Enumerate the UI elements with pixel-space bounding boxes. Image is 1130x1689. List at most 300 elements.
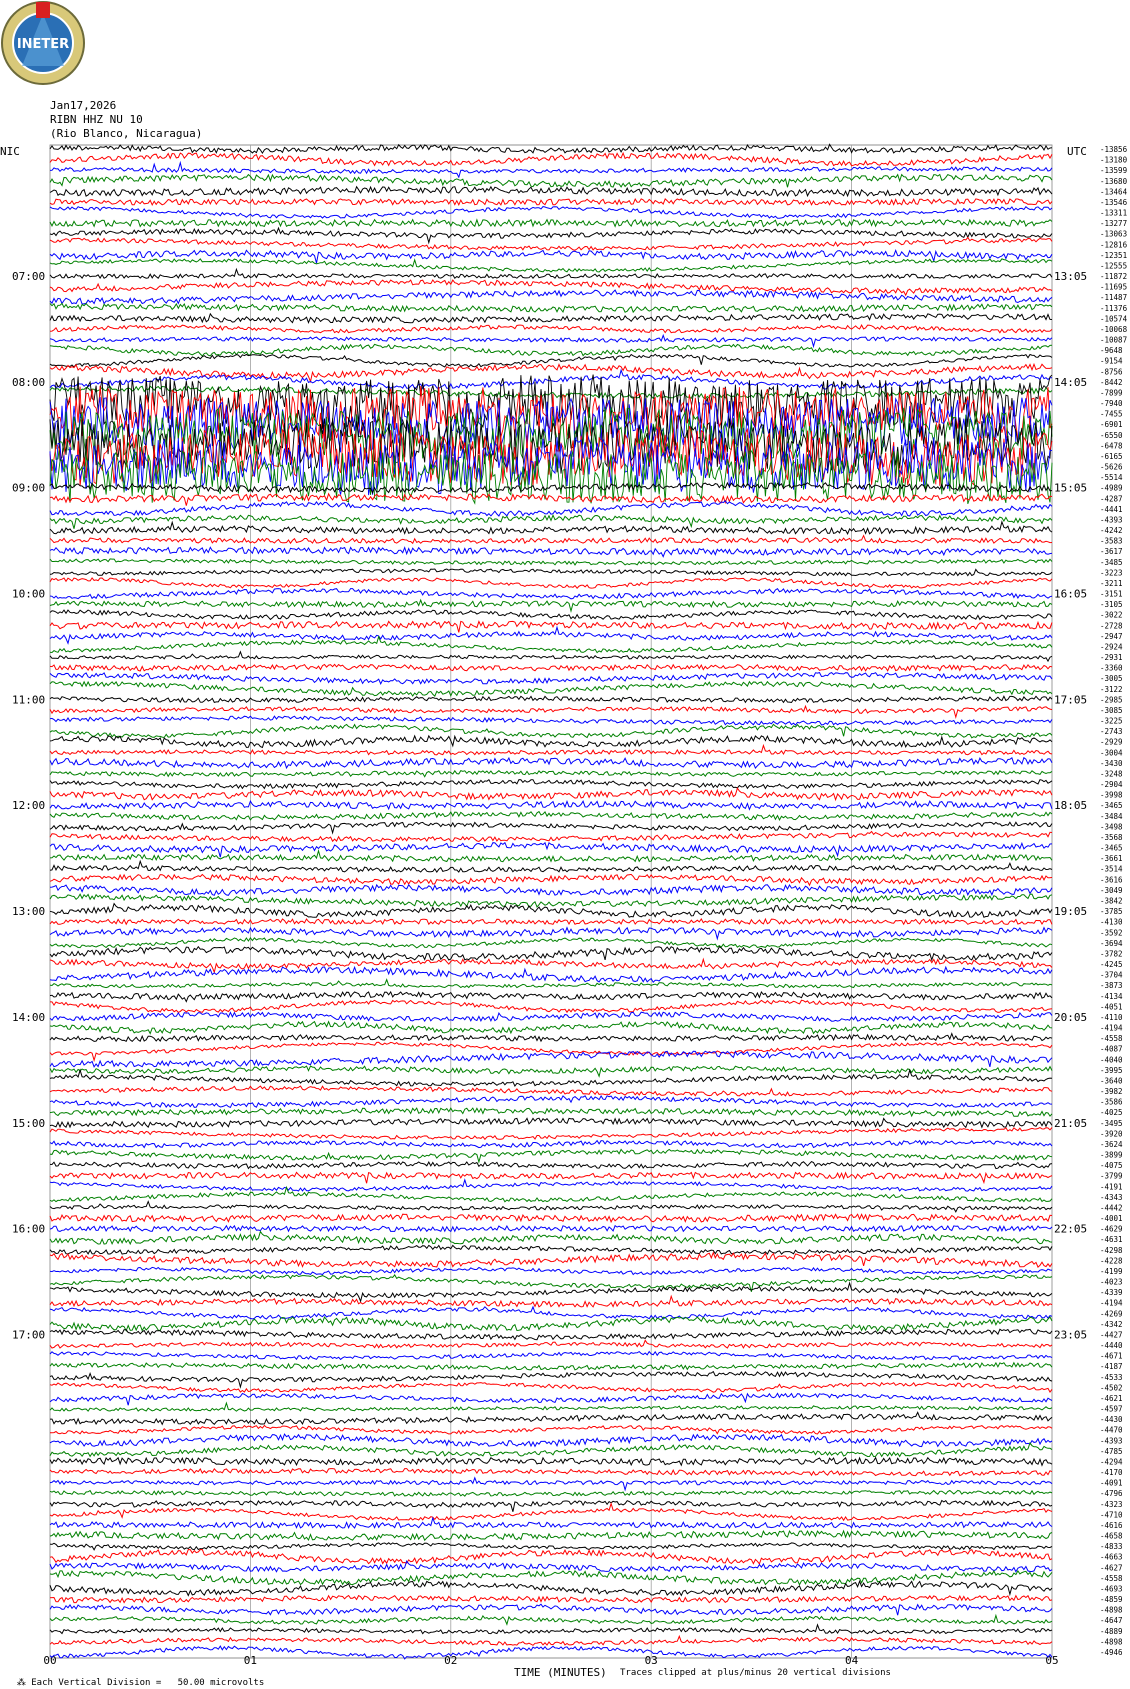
trace-offset-label: -13464 bbox=[1100, 187, 1128, 197]
seismic-trace bbox=[50, 1352, 1052, 1360]
trace-offset-label: -13599 bbox=[1100, 166, 1128, 176]
scale-note bbox=[6, 1668, 264, 1688]
scale-note-text: Each Vertical Division = 50.00 microvolts bbox=[31, 1678, 265, 1688]
seismic-trace bbox=[50, 1296, 1052, 1307]
seismic-trace bbox=[50, 1646, 1052, 1659]
header-location: (Rio Blanco, Nicaragua) bbox=[50, 127, 203, 140]
seismic-trace bbox=[50, 1478, 1052, 1490]
seismic-trace bbox=[50, 1180, 1052, 1191]
seismic-trace bbox=[50, 1581, 1052, 1595]
seismic-trace bbox=[50, 1226, 1052, 1232]
trace-offset-label: -13311 bbox=[1100, 208, 1128, 218]
seismic-trace bbox=[50, 1604, 1052, 1615]
seismic-trace bbox=[50, 812, 1052, 820]
trace-offset-label: -4859 bbox=[1100, 1595, 1123, 1605]
trace-offset-label: -4785 bbox=[1100, 1446, 1123, 1456]
seismic-trace bbox=[50, 637, 1052, 653]
x-tick-label: 01 bbox=[243, 1654, 258, 1667]
trace-offset-label: -3583 bbox=[1100, 536, 1123, 546]
trace-offset-label: -2931 bbox=[1100, 653, 1123, 663]
seismic-trace bbox=[50, 1596, 1052, 1603]
trace-offset-label: -6550 bbox=[1100, 430, 1123, 440]
seismic-trace bbox=[50, 1518, 1052, 1528]
left-hour-label: 10:00 bbox=[12, 587, 46, 601]
seismic-trace bbox=[50, 1187, 1052, 1201]
trace-offset-label: -2985 bbox=[1100, 695, 1123, 705]
trace-offset-label: -3485 bbox=[1100, 557, 1123, 567]
seismic-trace bbox=[50, 1245, 1052, 1254]
seismic-trace bbox=[50, 280, 1052, 295]
trace-offset-label: -4631 bbox=[1100, 1235, 1123, 1245]
trace-offset-label: -4194 bbox=[1100, 1298, 1123, 1308]
trace-offset-label: -3005 bbox=[1100, 674, 1123, 684]
left-hour-label: 09:00 bbox=[12, 481, 46, 495]
seismic-trace bbox=[50, 175, 1052, 188]
trace-offset-label: -3004 bbox=[1100, 748, 1123, 758]
seismic-trace bbox=[50, 1127, 1052, 1139]
logo-text: INETER bbox=[16, 37, 70, 52]
seismic-trace bbox=[50, 706, 1052, 717]
trace-offset-label: -3105 bbox=[1100, 600, 1123, 610]
seismic-trace bbox=[50, 652, 1052, 661]
seismic-trace bbox=[50, 1616, 1052, 1625]
x-tick-label: 04 bbox=[844, 1654, 859, 1667]
trace-offset-label: -4671 bbox=[1100, 1351, 1123, 1361]
seismic-trace bbox=[50, 1501, 1052, 1512]
trace-offset-label: -4621 bbox=[1100, 1393, 1123, 1403]
trace-offset-label: -3465 bbox=[1100, 801, 1123, 811]
right-hour-label: 21:05 bbox=[1054, 1116, 1088, 1130]
trace-offset-label: -9648 bbox=[1100, 346, 1123, 356]
trace-offset-label: -2904 bbox=[1100, 780, 1123, 790]
seismic-trace bbox=[50, 187, 1052, 196]
seismic-trace bbox=[50, 207, 1052, 219]
trace-offset-label: -2947 bbox=[1100, 631, 1123, 641]
seismic-trace bbox=[50, 1162, 1052, 1169]
trace-offset-label: -8442 bbox=[1100, 377, 1123, 387]
trace-offset-label: -4343 bbox=[1100, 1192, 1123, 1202]
trace-offset-label: -10574 bbox=[1100, 314, 1128, 324]
seismic-trace bbox=[50, 547, 1052, 556]
seismic-trace bbox=[50, 228, 1052, 243]
trace-offset-label: -3022 bbox=[1100, 610, 1123, 620]
seismic-trace bbox=[50, 1458, 1052, 1466]
left-hour-label: 12:00 bbox=[12, 799, 46, 813]
x-tick-label: 00 bbox=[43, 1654, 57, 1667]
seismic-trace bbox=[50, 1434, 1052, 1447]
seismic-trace bbox=[50, 1118, 1052, 1127]
trace-offset-label: -3704 bbox=[1100, 970, 1123, 980]
trace-offset-label: -7940 bbox=[1100, 399, 1123, 409]
seismic-trace bbox=[50, 992, 1052, 1002]
seismic-trace bbox=[50, 1066, 1052, 1076]
seismic-trace bbox=[50, 589, 1052, 599]
seismic-trace bbox=[50, 1412, 1052, 1424]
x-tick-label: 02 bbox=[444, 1654, 458, 1667]
trace-offset-label: -4001 bbox=[1100, 1214, 1123, 1224]
right-hour-label: 15:05 bbox=[1054, 481, 1088, 495]
seismic-trace bbox=[50, 354, 1052, 367]
trace-offset-label: -2728 bbox=[1100, 621, 1123, 631]
trace-offset-label: -4051 bbox=[1100, 1002, 1123, 1012]
seismic-trace bbox=[50, 967, 1052, 982]
trace-offset-label: -12816 bbox=[1100, 240, 1128, 250]
x-axis-title: TIME (MINUTES) bbox=[514, 1666, 607, 1679]
trace-offset-label: -4796 bbox=[1100, 1489, 1123, 1499]
trace-offset-label: -4502 bbox=[1100, 1383, 1123, 1393]
seismic-trace bbox=[50, 600, 1052, 611]
seismic-trace bbox=[50, 153, 1052, 166]
trace-offset-label: -5514 bbox=[1100, 473, 1123, 483]
trace-offset-label: -4087 bbox=[1100, 1044, 1123, 1054]
seismic-trace bbox=[50, 1561, 1052, 1572]
trace-offset-label: -13063 bbox=[1100, 229, 1128, 239]
left-hour-label: 16:00 bbox=[12, 1222, 46, 1236]
trace-offset-label: -4298 bbox=[1100, 1245, 1123, 1255]
trace-offset-label: -6901 bbox=[1100, 420, 1123, 430]
right-hour-label: 17:05 bbox=[1054, 693, 1088, 707]
trace-offset-label: -4597 bbox=[1100, 1404, 1123, 1414]
trace-offset-label: -3873 bbox=[1100, 981, 1123, 991]
trace-offset-label: -2929 bbox=[1100, 737, 1123, 747]
trace-offset-label: -4470 bbox=[1100, 1425, 1123, 1435]
header-station: RIBN HHZ NU 10 bbox=[50, 113, 143, 126]
seismic-trace bbox=[50, 1403, 1052, 1411]
seismic-trace bbox=[50, 874, 1052, 885]
trace-offset-label: -13680 bbox=[1100, 176, 1128, 186]
trace-offset-label: -4294 bbox=[1100, 1457, 1123, 1467]
seismic-trace bbox=[50, 861, 1052, 872]
trace-offset-label: -2924 bbox=[1100, 642, 1123, 652]
seismic-trace bbox=[50, 801, 1052, 809]
trace-offset-label: -4242 bbox=[1100, 526, 1123, 536]
seismic-trace bbox=[50, 1202, 1052, 1212]
trace-offset-label: -3514 bbox=[1100, 864, 1123, 874]
seismic-trace bbox=[50, 325, 1052, 333]
seismic-trace bbox=[50, 1283, 1052, 1301]
left-hour-label: 07:00 bbox=[12, 270, 46, 284]
seismic-trace bbox=[50, 673, 1052, 684]
seismic-trace bbox=[50, 494, 1052, 506]
seismic-trace bbox=[50, 1490, 1052, 1496]
seismic-trace bbox=[50, 1096, 1052, 1108]
trace-offset-label: -13546 bbox=[1100, 197, 1128, 207]
trace-offset-label: -6165 bbox=[1100, 451, 1123, 461]
trace-offset-label: -3920 bbox=[1100, 1129, 1123, 1139]
seismic-trace bbox=[50, 758, 1052, 768]
trace-offset-label: -4287 bbox=[1100, 494, 1123, 504]
trace-offset-label: -4025 bbox=[1100, 1108, 1123, 1118]
trace-offset-label: -3785 bbox=[1100, 907, 1123, 917]
trace-offset-label: -3661 bbox=[1100, 854, 1123, 864]
seismic-trace bbox=[50, 832, 1052, 842]
trace-offset-label: -4533 bbox=[1100, 1372, 1123, 1382]
seismic-trace bbox=[50, 1042, 1052, 1060]
trace-offset-label: -7455 bbox=[1100, 409, 1123, 419]
trace-offset-label: -3495 bbox=[1100, 1118, 1123, 1128]
seismic-trace bbox=[50, 1275, 1052, 1292]
right-hour-label: 18:05 bbox=[1054, 799, 1088, 813]
trace-offset-label: -3842 bbox=[1100, 896, 1123, 906]
seismic-trace bbox=[50, 1253, 1052, 1268]
seismic-trace bbox=[50, 344, 1052, 356]
seismic-trace bbox=[50, 843, 1052, 858]
seismic-trace bbox=[50, 1051, 1052, 1067]
seismic-trace bbox=[50, 1149, 1052, 1162]
trace-offset-label: -4440 bbox=[1100, 1341, 1123, 1351]
seismic-trace bbox=[50, 938, 1052, 948]
seismic-trace bbox=[50, 1625, 1052, 1634]
trace-offset-label: -4187 bbox=[1100, 1362, 1123, 1372]
seismic-trace bbox=[50, 851, 1052, 862]
seismic-trace bbox=[50, 1012, 1052, 1021]
seismic-trace bbox=[50, 664, 1052, 671]
seismic-trace bbox=[50, 621, 1052, 632]
trace-offset-label: -4616 bbox=[1100, 1520, 1123, 1530]
trace-offset-label: -4427 bbox=[1100, 1330, 1123, 1340]
left-hour-label: 14:00 bbox=[12, 1010, 46, 1024]
seismic-trace bbox=[50, 780, 1052, 789]
trace-offset-label: -4323 bbox=[1100, 1499, 1123, 1509]
trace-offset-label: -4040 bbox=[1100, 1055, 1123, 1065]
trace-offset-label: -4627 bbox=[1100, 1563, 1123, 1573]
trace-offset-label: -4191 bbox=[1100, 1182, 1123, 1192]
trace-offset-label: -3465 bbox=[1100, 843, 1123, 853]
seismic-trace bbox=[50, 1363, 1052, 1370]
seismic-trace bbox=[50, 1086, 1052, 1096]
seismic-trace bbox=[50, 1543, 1052, 1550]
trace-offset-label: -13277 bbox=[1100, 219, 1128, 229]
seismic-trace bbox=[50, 199, 1052, 205]
seismic-trace bbox=[50, 1267, 1052, 1274]
trace-offset-label: -4170 bbox=[1100, 1468, 1123, 1478]
seismic-trace bbox=[50, 1070, 1052, 1086]
trace-offset-label: -10068 bbox=[1100, 324, 1128, 334]
trace-offset-label: -6478 bbox=[1100, 441, 1123, 451]
trace-offset-label: -4339 bbox=[1100, 1288, 1123, 1298]
trace-offset-label: -3624 bbox=[1100, 1139, 1123, 1149]
right-timezone-label: UTC bbox=[1067, 145, 1087, 158]
trace-offset-label: -4663 bbox=[1100, 1552, 1123, 1562]
right-hour-label: 14:05 bbox=[1054, 375, 1088, 389]
seismic-trace bbox=[50, 980, 1052, 988]
seismic-trace bbox=[50, 1034, 1052, 1042]
trace-offset-label: -5626 bbox=[1100, 462, 1123, 472]
trace-offset-label: -4269 bbox=[1100, 1309, 1123, 1319]
seismic-trace bbox=[50, 303, 1052, 312]
trace-offset-label: -4430 bbox=[1100, 1415, 1123, 1425]
trace-offset-label: -3360 bbox=[1100, 663, 1123, 673]
trace-offset-label: -3223 bbox=[1100, 568, 1123, 578]
trace-offset-label: -4629 bbox=[1100, 1224, 1123, 1234]
trace-offset-label: -2743 bbox=[1100, 727, 1123, 737]
seismic-trace bbox=[50, 947, 1052, 960]
seismic-trace bbox=[50, 696, 1052, 702]
trace-offset-label: -3899 bbox=[1100, 1150, 1123, 1160]
trace-offset-label: -4693 bbox=[1100, 1584, 1123, 1594]
seismic-trace bbox=[50, 269, 1052, 278]
seismic-trace bbox=[50, 1022, 1052, 1034]
trace-offset-label: -4658 bbox=[1100, 1531, 1123, 1541]
trace-offset-label: -9154 bbox=[1100, 356, 1123, 366]
trace-offset-label: -4342 bbox=[1100, 1319, 1123, 1329]
trace-offset-label: -4558 bbox=[1100, 1573, 1123, 1583]
trace-offset-label: -3484 bbox=[1100, 811, 1123, 821]
left-hour-label: 08:00 bbox=[12, 375, 46, 389]
seismic-trace bbox=[50, 1571, 1052, 1585]
trace-offset-label: -3782 bbox=[1100, 949, 1123, 959]
trace-offset-label: -3151 bbox=[1100, 589, 1123, 599]
trace-offset-label: -3225 bbox=[1100, 716, 1123, 726]
trace-offset-label: -3211 bbox=[1100, 578, 1123, 588]
seismic-trace bbox=[50, 716, 1052, 725]
seismic-trace bbox=[50, 1172, 1052, 1183]
seismic-trace bbox=[50, 1426, 1052, 1435]
trace-offset-label: -4898 bbox=[1100, 1637, 1123, 1647]
trace-offset-label: -4199 bbox=[1100, 1266, 1123, 1276]
trace-offset-label: -13180 bbox=[1100, 155, 1128, 165]
header-date: Jan17,2026 bbox=[50, 99, 117, 112]
trace-offset-label: -4441 bbox=[1100, 504, 1123, 514]
seismic-trace bbox=[50, 894, 1052, 907]
trace-offset-label: -11872 bbox=[1100, 272, 1128, 282]
seismic-trace bbox=[50, 1340, 1052, 1348]
trace-offset-label: -8756 bbox=[1100, 367, 1123, 377]
trace-offset-label: -11695 bbox=[1100, 282, 1128, 292]
seismic-trace bbox=[50, 788, 1052, 800]
trace-offset-label: -4710 bbox=[1100, 1510, 1123, 1520]
right-hour-label: 22:05 bbox=[1054, 1222, 1088, 1236]
seismic-trace bbox=[50, 220, 1052, 227]
seismic-trace bbox=[50, 1469, 1052, 1476]
seismic-trace bbox=[50, 536, 1052, 544]
trace-offset-label: -3085 bbox=[1100, 705, 1123, 715]
seismic-trace bbox=[50, 1232, 1052, 1245]
trace-offset-label: -3049 bbox=[1100, 885, 1123, 895]
trace-offset-label: -4898 bbox=[1100, 1605, 1123, 1615]
trace-offset-label: -12555 bbox=[1100, 261, 1128, 271]
trace-offset-label: -3122 bbox=[1100, 684, 1123, 694]
seismic-trace bbox=[50, 822, 1052, 833]
trace-offset-label: -4833 bbox=[1100, 1542, 1123, 1552]
seismic-trace bbox=[50, 364, 1052, 381]
seismic-trace bbox=[50, 522, 1052, 534]
trace-offset-label: -4889 bbox=[1100, 1626, 1123, 1636]
seismic-trace bbox=[50, 238, 1052, 251]
x-tick-label: 03 bbox=[644, 1654, 658, 1667]
trace-offset-label: -3568 bbox=[1100, 832, 1123, 842]
seismic-trace bbox=[50, 144, 1052, 153]
trace-offset-label: -11376 bbox=[1100, 303, 1128, 313]
seismic-trace bbox=[50, 1214, 1052, 1222]
right-hour-label: 19:05 bbox=[1054, 905, 1088, 919]
trace-offset-label: -4228 bbox=[1100, 1256, 1123, 1266]
seismic-trace bbox=[50, 610, 1052, 620]
right-hour-label: 20:05 bbox=[1054, 1010, 1088, 1024]
trace-offset-label: -4647 bbox=[1100, 1616, 1123, 1626]
trace-offset-label: -3616 bbox=[1100, 875, 1123, 885]
trace-offset-label: -13856 bbox=[1100, 145, 1128, 154]
seismic-trace bbox=[50, 1307, 1052, 1319]
seismic-trace bbox=[50, 1550, 1052, 1564]
trace-offset-label: -3694 bbox=[1100, 938, 1123, 948]
trace-offset-label: -4989 bbox=[1100, 483, 1123, 493]
clip-note: Traces clipped at plus/minus 20 vertical divisions bbox=[620, 1668, 891, 1678]
seismic-trace bbox=[50, 928, 1052, 939]
seismic-trace bbox=[50, 919, 1052, 924]
seismic-trace bbox=[50, 682, 1052, 696]
trace-offset-label: -12351 bbox=[1100, 250, 1128, 260]
trace-offset-label: -3640 bbox=[1100, 1076, 1123, 1086]
left-hour-label: 11:00 bbox=[12, 693, 46, 707]
seismic-trace bbox=[50, 1108, 1052, 1116]
right-hour-label: 23:05 bbox=[1054, 1328, 1088, 1342]
seismic-trace bbox=[50, 1000, 1052, 1012]
trace-offset-label: -3995 bbox=[1100, 1065, 1123, 1075]
trace-offset-label: -3586 bbox=[1100, 1097, 1123, 1107]
left-hour-label: 13:00 bbox=[12, 905, 46, 919]
seismic-trace bbox=[50, 1141, 1052, 1148]
seismic-trace bbox=[50, 335, 1052, 346]
seismic-trace bbox=[50, 904, 1052, 918]
trace-offset-label: -11487 bbox=[1100, 293, 1128, 303]
trace-offset-label: -4245 bbox=[1100, 960, 1123, 970]
trace-offset-label: -3498 bbox=[1100, 822, 1123, 832]
left-timezone-label: NIC bbox=[0, 145, 20, 158]
trace-offset-label: -4393 bbox=[1100, 515, 1123, 525]
trace-offset-label: -4023 bbox=[1100, 1277, 1123, 1287]
seismic-trace bbox=[50, 259, 1052, 272]
right-hour-label: 13:05 bbox=[1054, 270, 1088, 284]
trace-offset-label: -4558 bbox=[1100, 1034, 1123, 1044]
seismic-trace bbox=[50, 1372, 1052, 1387]
trace-offset-label: -4442 bbox=[1100, 1203, 1123, 1213]
trace-offset-label: -4091 bbox=[1100, 1478, 1123, 1488]
trace-offset-label: -4393 bbox=[1100, 1436, 1123, 1446]
trace-offset-label: -3617 bbox=[1100, 547, 1123, 557]
right-hour-label: 16:05 bbox=[1054, 587, 1088, 601]
seismic-trace bbox=[50, 1531, 1052, 1540]
trace-offset-label: -3592 bbox=[1100, 928, 1123, 938]
trace-offset-label: -4946 bbox=[1100, 1648, 1123, 1657]
seismic-trace bbox=[50, 501, 1052, 516]
seismic-trace bbox=[50, 314, 1052, 323]
left-hour-label: 17:00 bbox=[12, 1328, 46, 1342]
trace-offset-label: -7899 bbox=[1100, 388, 1123, 398]
x-tick-label: 05 bbox=[1045, 1654, 1059, 1667]
trace-offset-label: -10087 bbox=[1100, 335, 1128, 345]
trace-offset-label: -3998 bbox=[1100, 790, 1123, 800]
trace-offset-label: -4110 bbox=[1100, 1012, 1123, 1022]
seismic-trace bbox=[50, 1383, 1052, 1393]
seismic-trace bbox=[50, 1329, 1052, 1339]
trace-offset-label: -3430 bbox=[1100, 758, 1123, 768]
trace-offset-label: -3248 bbox=[1100, 769, 1123, 779]
seismic-trace bbox=[50, 736, 1052, 748]
trace-offset-label: -4194 bbox=[1100, 1023, 1123, 1033]
seismic-trace bbox=[50, 885, 1052, 896]
trace-offset-label: -4134 bbox=[1100, 991, 1123, 1001]
seismic-trace bbox=[50, 1504, 1052, 1521]
seismic-trace bbox=[50, 569, 1052, 576]
trace-offset-label: -4075 bbox=[1100, 1161, 1123, 1171]
seismic-trace bbox=[50, 959, 1052, 972]
scale-icon: ⁂ bbox=[16, 1678, 32, 1688]
seismic-trace bbox=[50, 1317, 1052, 1331]
seismic-trace bbox=[50, 578, 1052, 588]
seismic-trace bbox=[50, 559, 1052, 565]
left-hour-label: 15:00 bbox=[12, 1116, 46, 1130]
